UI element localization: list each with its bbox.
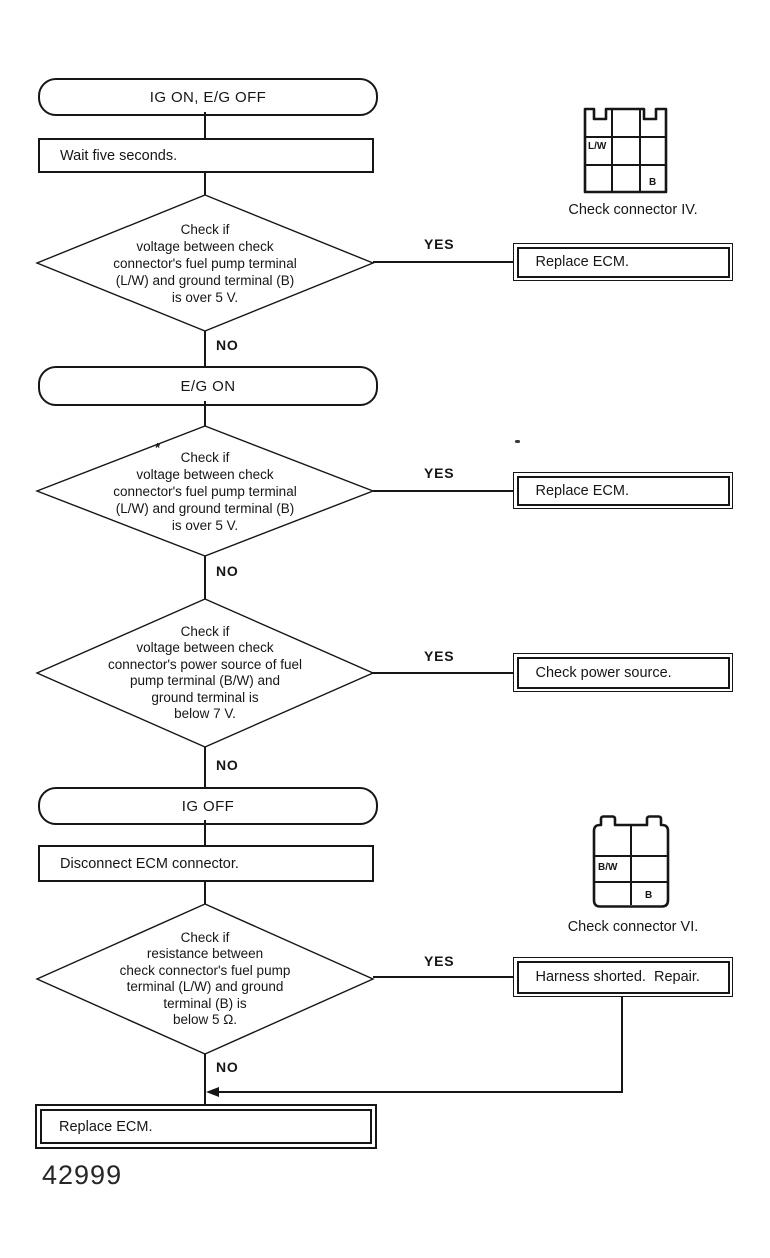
yes-branch-line <box>373 976 513 978</box>
terminal-ig-off <box>38 787 378 825</box>
flow-line <box>204 401 206 426</box>
no-label: NO <box>216 563 239 579</box>
feedback-line-horizontal <box>217 1091 623 1093</box>
yes-branch-line <box>371 672 513 674</box>
terminal-cell-label-b: B <box>645 890 653 901</box>
flow-line <box>204 173 206 195</box>
decision-text-line: resistance between <box>146 946 264 961</box>
terminal-label: E/G ON <box>180 377 236 395</box>
terminal-cell-label-b: B <box>649 177 657 188</box>
flow-line <box>204 820 206 846</box>
yes-label: YES <box>424 236 455 252</box>
decision-power-source-check <box>35 598 375 748</box>
terminal-ig-on-eg-off <box>38 78 378 116</box>
flow-line <box>204 880 206 904</box>
terminal-eg-on <box>38 366 378 406</box>
result-label: Replace ECM. <box>535 482 629 499</box>
decision-resistance-check <box>35 903 375 1055</box>
figure-number: 42999 <box>42 1160 123 1190</box>
result-inner-border <box>517 657 730 689</box>
yes-branch-line <box>373 261 513 263</box>
decision-text-line: terminal (B) is <box>163 995 247 1011</box>
yes-label: YES <box>424 953 455 969</box>
result-replace-ecm-2 <box>513 472 733 509</box>
flow-line <box>204 747 206 788</box>
arrowhead-left-icon <box>206 1087 219 1097</box>
result-label: Replace ECM. <box>59 1118 153 1135</box>
check-connector-iv-caption: Check connector IV. <box>568 202 698 218</box>
process-label: Wait five seconds. <box>60 147 178 164</box>
result-harness-shorted <box>513 957 733 997</box>
yes-branch-line <box>373 490 513 492</box>
decision-text-line: (L/W) and ground terminal (B) <box>115 500 295 516</box>
result-inner-border <box>40 1109 372 1144</box>
flow-line <box>204 556 206 599</box>
decision-text-line: connector's fuel pump terminal <box>113 255 297 271</box>
no-label: NO <box>216 337 239 353</box>
terminal-cell-label-bw: B/W <box>598 862 618 873</box>
decision-text-line: below 7 V. <box>174 706 236 721</box>
terminal-cell-label-lw: L/W <box>588 141 607 152</box>
result-label: Replace ECM. <box>535 254 629 270</box>
process-disconnect-ecm <box>38 845 374 882</box>
decision-text-line: check connector's fuel pump <box>119 962 291 978</box>
decision-text-line: is over 5 V. <box>171 517 239 533</box>
result-inner-border <box>517 247 730 278</box>
check-connector-vi-caption: Check connector VI. <box>567 919 699 935</box>
decision-text-line: Check if <box>180 929 230 945</box>
decision-text-line: connector's power source of fuel <box>108 656 302 672</box>
result-label: Check power source. <box>535 664 672 681</box>
footnote-asterisk: * <box>155 440 161 455</box>
decision-text-line: pump terminal (B/W) and <box>129 673 281 688</box>
terminal-label: IG OFF <box>181 797 235 815</box>
yes-label: YES <box>424 648 455 664</box>
decision-text-line: connector's fuel pump terminal <box>113 483 297 499</box>
decision-text <box>35 194 375 332</box>
scan-artifact-dot <box>515 440 520 443</box>
result-replace-ecm-final <box>35 1104 377 1149</box>
decision-voltage-check-1 <box>35 194 375 332</box>
decision-text <box>35 425 375 557</box>
decision-text-line: terminal (L/W) and ground <box>126 979 284 994</box>
check-connector-iv-diagram <box>583 106 668 194</box>
flow-line <box>204 112 206 139</box>
flow-line <box>204 1054 206 1105</box>
decision-text-line: Check if <box>180 623 230 639</box>
decision-text-line: below 5 Ω. <box>172 1012 238 1027</box>
result-label: Harness shorted. Repair. <box>535 969 700 985</box>
check-connector-vi-diagram <box>592 815 670 908</box>
flow-line <box>204 331 206 367</box>
result-inner-border <box>517 476 730 506</box>
result-inner-border <box>517 961 730 994</box>
no-label: NO <box>216 1059 239 1075</box>
decision-text-line: (L/W) and ground terminal (B) <box>115 272 295 288</box>
decision-text-line: voltage between check <box>136 640 274 655</box>
yes-label: YES <box>424 465 455 481</box>
process-wait-five-seconds <box>38 138 374 173</box>
decision-voltage-check-2 <box>35 425 375 557</box>
result-check-power-source <box>513 653 733 692</box>
result-replace-ecm-1 <box>513 243 733 281</box>
decision-text-line: voltage between check <box>136 238 274 254</box>
decision-text-line: ground terminal is <box>151 689 259 705</box>
decision-text-line: is over 5 V. <box>171 289 239 305</box>
decision-text <box>35 598 375 748</box>
no-label: NO <box>216 757 239 773</box>
decision-text <box>35 903 375 1055</box>
feedback-line-vertical <box>621 997 623 1093</box>
process-label: Disconnect ECM connector. <box>60 855 239 872</box>
decision-text-line: Check if <box>180 221 230 237</box>
terminal-label: IG ON, E/G OFF <box>149 88 267 106</box>
decision-text-line: Check if <box>180 449 230 465</box>
decision-text-line: voltage between check <box>136 466 274 482</box>
